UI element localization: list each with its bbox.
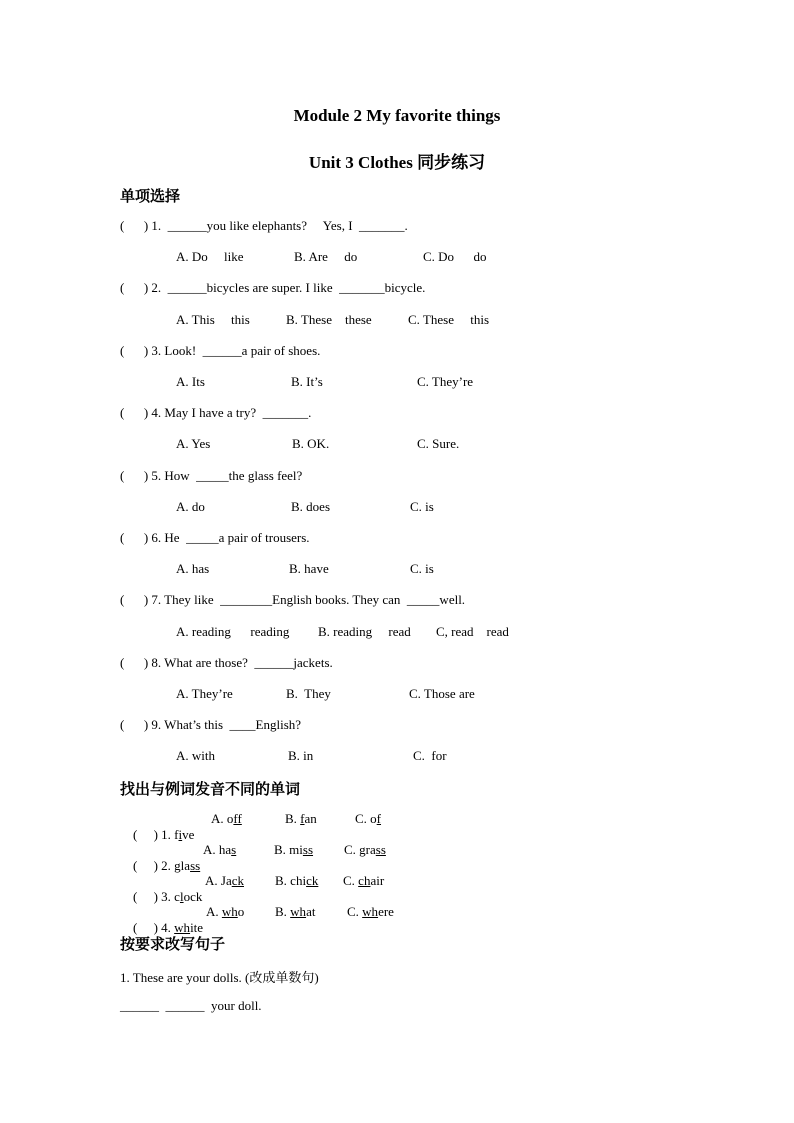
option-a: A. Do like [176,249,244,264]
option-c: C. They’re [417,374,474,389]
word-option-c: C. chair [343,873,385,888]
question-9: ( ) 9. What’s this ____English? [120,717,302,732]
row-prefix: ( ) 3. [133,889,175,904]
question-2: ( ) 2. ______bicycles are super. I like _______bicycle. [120,280,426,295]
option-c: C. for [413,748,447,763]
option-a: A. with [176,748,215,763]
option-c: C. is [410,499,434,514]
option-c: C, read read [436,624,509,639]
option-b: B. in [288,748,314,763]
word-option-a: A. who [206,904,245,919]
option-b: B. OK. [292,436,330,451]
section-heading-single-choice: 单项选择 [120,189,181,205]
row-prefix: ( ) 1. [133,827,175,842]
example-word: white [174,920,204,935]
question-6: ( ) 6. He _____a pair of trousers. [120,530,310,545]
row-prefix: ( ) 4. [133,920,175,935]
option-a: A. Its [176,374,205,389]
question-7: ( ) 7. They like ________English books. They can _____well. [120,592,466,607]
word-option-a: A. Jack [205,873,244,888]
option-c: C. These this [408,312,490,327]
option-b: B. have [289,561,329,576]
section-heading-pronunciation: 找出与例词发音不同的单词 [120,782,301,798]
option-b: B. reading read [318,624,411,639]
word-option-b: B. miss [274,842,314,857]
option-a: A. This this [176,312,250,327]
word-option-c: C. where [347,904,394,919]
question-8: ( ) 8. What are those? ______jackets. [120,655,333,670]
word-option-b: B. chick [275,873,319,888]
example-word: clock [174,889,203,904]
option-b: B. They [286,686,331,701]
option-a: A. has [176,561,210,576]
word-option-b: B. what [275,904,316,919]
question-1: ( ) 1. ______you like elephants? Yes, I _______. [120,218,408,233]
section-heading-rewrite: 按要求改写句子 [120,937,226,953]
option-c: C. Do do [423,249,487,264]
question-5: ( ) 5. How _____the glass feel? [120,468,303,483]
example-word: five [174,827,195,842]
option-a: A. reading reading [176,624,290,639]
word-option-a: A. has [203,842,237,857]
word-option-a: A. off [211,811,242,826]
word-option-c: C. grass [344,842,386,857]
example-word: glass [174,858,201,873]
option-b: B. These these [286,312,372,327]
option-b: B. does [291,499,330,514]
option-a: A. Yes [176,436,211,451]
option-b: B. It’s [291,374,323,389]
page-title: Module 2 My favorite things [293,106,501,125]
question-4: ( ) 4. May I have a try? _______. [120,405,312,420]
option-c: C. Sure. [417,436,460,451]
row-prefix: ( ) 2. [133,858,175,873]
word-option-c: C. of [355,811,382,826]
option-c: C. is [410,561,434,576]
word-option-b: B. fan [285,811,317,826]
rewrite-answer-1: ______ ______ your doll. [120,998,262,1013]
option-c: C. Those are [409,686,475,701]
rewrite-question-1: 1. These are your dolls. (改成单数句) [120,970,319,985]
question-3: ( ) 3. Look! ______a pair of shoes. [120,343,321,358]
page-subtitle: Unit 3 Clothes 同步练习 [308,153,486,172]
option-a: A. They’re [176,686,233,701]
option-b: B. Are do [294,249,358,264]
option-a: A. do [176,499,205,514]
